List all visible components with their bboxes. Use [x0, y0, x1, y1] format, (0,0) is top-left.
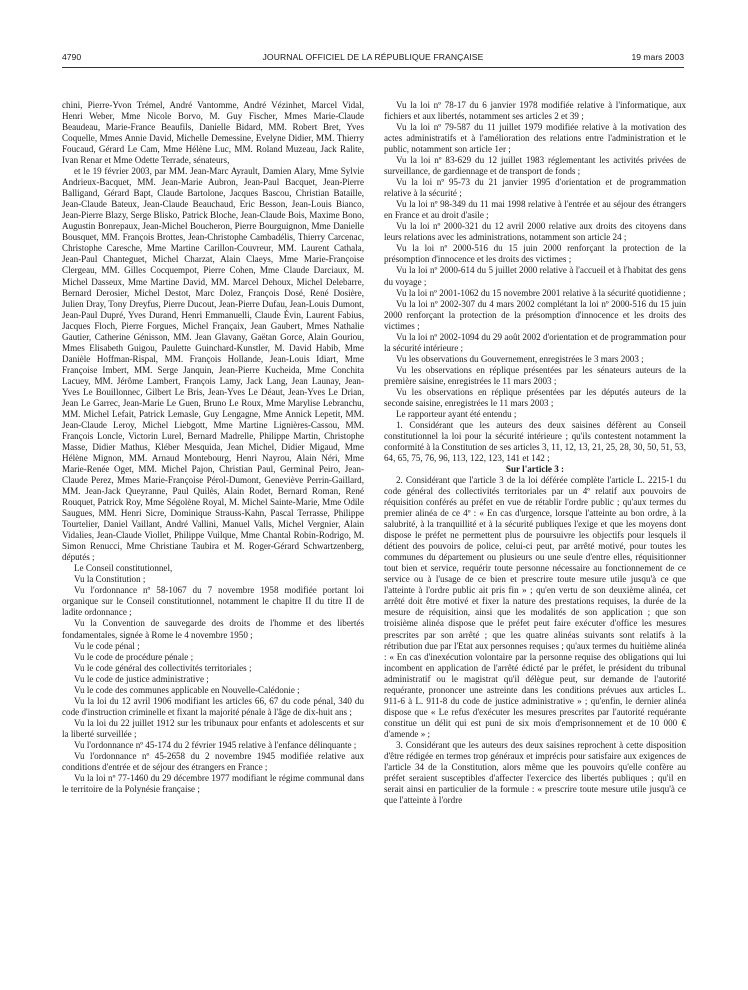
- paragraph: Vu la loi nº 98-349 du 11 mai 1998 relative à l'entrée et au séjour des étrangers en France et au droit d'asile ;: [384, 199, 686, 221]
- paragraph: Vu la loi nº 2001-1062 du 15 novembre 2001 relative à la sécurité quotidienne ;: [396, 287, 686, 298]
- paragraph: Vu la loi nº 78-17 du 6 janvier 1978 modifiée relative à l'informatique, aux fichiers et aux libertés, notamment ses articles 2 et 39 ;: [384, 100, 686, 122]
- page-number: 4790: [62, 52, 82, 62]
- issue-date: 19 mars 2003: [631, 52, 684, 62]
- paragraph: 1. Considérant que les auteurs des deux saisines défèrent au Conseil constitutionnel la loi pour la sécurité intérieure ; qu'ils contestent notamment la conformité à la Constitution de ses articles 3, 11, 12, 13, 21, 25, 28, 30, 50, 51, 53, 64, 65, 75, 76, 96, 113, 122, 123, 141 et 142 ;: [384, 419, 686, 463]
- paragraph: Vu la loi nº 77-1460 du 29 décembre 1977 modifiant le régime communal dans le territoire de la Polynésie française ;: [62, 772, 364, 794]
- paragraph: Vu la loi nº 79-587 du 11 juillet 1979 modifiée relative à la motivation des actes administratifs et à l'amélioration des relations entre l'administration et le public, notamment son article 1er ;: [384, 122, 686, 155]
- paragraph: Vu la loi nº 2000-614 du 5 juillet 2000 relative à l'accueil et à l'habitat des gens du voyage ;: [384, 265, 686, 287]
- paragraph: Vu l'ordonnance nº 45-174 du 2 février 1945 relative à l'enfance délinquante ;: [74, 739, 357, 750]
- paragraph: Le rapporteur ayant été entendu ;: [396, 408, 517, 419]
- paragraph: Le Conseil constitutionnel,: [74, 563, 173, 574]
- paragraph: Vu le code de procédure pénale ;: [74, 651, 194, 662]
- paragraph: Vu le code de justice administrative ;: [74, 673, 209, 684]
- paragraph: Vu les observations en réplique présentées par les députés auteurs de la seconde saisine, enregistrées le 11 mars 2003 ;: [384, 386, 686, 408]
- paragraph: Vu le code pénal ;: [74, 640, 140, 651]
- paragraph: Vu la loi du 12 avril 1906 modifiant les articles 66, 67 du code pénal, 340 du code d'instruction criminelle et fixant la majorité pénale à l'âge de dix-huit ans ;: [62, 695, 364, 717]
- paragraph: Vu les observations du Gouvernement, enregistrées le 3 mars 2003 ;: [396, 353, 644, 364]
- header-rule: [62, 67, 684, 68]
- paragraph: Vu l'ordonnance nº 45-2658 du 2 novembre 1945 modifiée relative aux conditions d'entrée et de séjour des étrangers en France ;: [62, 750, 364, 772]
- paragraph: Vu le code général des collectivités territoriales ;: [74, 662, 252, 673]
- journal-title: JOURNAL OFFICIEL DE LA RÉPUBLIQUE FRANÇAISE: [262, 52, 484, 62]
- paragraph: Vu les observations en réplique présentées par les sénateurs auteurs de la première saisine, enregistrées le 11 mars 2003 ;: [384, 364, 686, 386]
- paragraph: Vu la loi nº 2000-516 du 15 juin 2000 renforçant la protection de la présomption d'innocence et les droits des victimes ;: [384, 243, 686, 265]
- paragraph: Vu le code des communes applicable en Nouvelle-Calédonie ;: [74, 684, 300, 695]
- paragraph: Vu la loi nº 2002-307 du 4 mars 2002 complétant la loi nº 2000-516 du 15 juin 2000 renforçant la protection de la présomption d'innocence et les droits des victimes ;: [384, 298, 686, 331]
- paragraph: Vu la Constitution ;: [74, 574, 146, 585]
- paragraph: 3. Considérant que les auteurs des deux saisines reprochent à cette disposition d'être rédigée en termes trop généraux et imprécis pour satisfaire aux exigences de l'article 34 de la Constitution, alors même que les pouvoirs qu'elle confère au préfet seraient susceptibles d'affecter l'exercice des libertés publiques ; qu'il en serait ainsi en particulier de la formule : « prescrire toute mesure utile jusqu'à ce que l'atteinte à l'ordre: [384, 739, 686, 805]
- left-column: [62, 100, 364, 982]
- paragraph: Vu l'ordonnance nº 58-1067 du 7 novembre 1958 modifiée portant loi organique sur le Conseil constitutionnel, notamment le chapitre II du titre II de ladite ordonnance ;: [62, 585, 364, 618]
- paragraph: Vu la Convention de sauvegarde des droits de l'homme et des libertés fondamentales, signée à Rome le 4 novembre 1950 ;: [62, 618, 364, 640]
- section-heading: Sur l'article 3 :: [505, 464, 565, 475]
- paragraph: et le 19 février 2003, par MM. Jean-Marc Ayrault, Damien Alary, Mme Sylvie Andrieux-Bacquet, MM. Jean-Marie Aubron, Jean-Paul Bacquet, Jean-Pierre Balligand, Gérard Bapt, Claude Bartolone, Jacques Bascou, Christian Bataille, Jean-Claude Bateux, Jean-Claude Beauchaud, Eric Besson, Jean-Louis Bianco, Jean-Pierre Blazy, Serge Blisko, Patrick Bloche, Jean-Claude Bois, Maxime Bono, Augustin Bonrepaux, Jean-Michel Boucheron, Pierre Bourguignon, Mme Danielle Bousquet, MM. François Brottes, Jean-Christophe Cambadélis, Thierry Carcenac, Christophe Caresche, Mme Martine Carillon-Couvreur, MM. Laurent Cathala, Jean-Paul Chanteguet, Michel Charzat, Alain Claeys, Mme Marie-Françoise Clergeau, MM. Gilles Cocquempot, Pierre Cohen, Mme Claude Darciaux, M. Michel Dasseux, Mme Martine David, MM. Marcel Dehoux, Michel Delebarre, Bernard Derosier, Michel Destot, Marc Dolez, François Dosé, René Dosière, Julien Dray, Tony Dreyfus, Pierre Ducout, Jean-Pierre Dufau, Jean-Louis Dumont, Jean-Paul Dupré, Yves Durand, Henri Emmanuelli, Claude Évin, Laurent Fabius, Jacques Floch, Pierre Forgues, Michel Françaix, Jean Gaubert, Mmes Nathalie Gautier, Catherine Génisson, MM. Jean Glavany, Gaëtan Gorce, Alain Gouriou, Mmes Elisabeth Guigou, Paulette Guinchard-Kunstler, M. David Habib, Mme Danièle Hoffman-Rispal, MM. François Hollande, Jean-Louis Idiart, Mme Françoise Imbert, MM. Serge Janquin, Jean-Pierre Kucheida, Mme Conchita Lacuey, MM. Jérôme Lambert, François Lamy, Jack Lang, Jean Launay, Jean-Yves Le Bouillonnec, Gilbert Le Bris, Jean-Yves Le Déaut, Jean-Yves Le Drian, Jean Le Garrec, Jean-Marie Le Guen, Bruno Le Roux, Mme Marylise Lebranchu, MM. Michel Lefait, Patrick Lemasle, Guy Lengagne, Mme Annick Lepetit, MM. Jean-Claude Leroy, Michel Liebgott, Mme Martine Lignières-Cassou, MM. François Loncle, Victorin Lurel, Bernard Madrelle, Philippe Martin, Christophe Masse, Didier Mathus, Kléber Mesquida, Jean Michel, Didier Migaud, Mme Hélène Mignon, MM. Arnaud Montebourg, Henri Nayrou, Alain Néri, Mme Marie-Renée Oget, MM. Michel Pajon, Christian Paul, Germinal Peiro, Jean-Claude Perez, Mmes Marie-Françoise Pérol-Dumont, Geneviève Perrin-Gaillard, MM. Jean-Jack Queyranne, Paul Quilès, Alain Rodet, Bernard Roman, René Rouquet, Patrick Roy, Mme Ségolène Royal, M. Michel Sainte-Marie, Mme Odile Saugues, MM. Henri Sicre, Dominique Strauss-Kahn, Pascal Terrasse, Philippe Tourtelier, Daniel Vaillant, André Vallini, Manuel Valls, Michel Vergnier, Alain Vidalies, Jean-Claude Viollet, Philippe Vuilque, Mme Chantal Robin-Rodrigo, M. Simon Renucci, Mme Christiane Taubira et M. Roger-Gérard Schwartzenberg, députés ;: [62, 166, 364, 563]
- paragraph: Vu la loi nº 2002-1094 du 29 août 2002 d'orientation et de programmation pour la sécurité intérieure ;: [384, 331, 686, 353]
- paragraph: 2. Considérant que l'article 3 de la loi déférée complète l'article L. 2215-1 du code général des collectivités territoriales par un 4º relatif aux pouvoirs de réquisition conférés au préfet en vue de rétablir l'ordre public ; qu'aux termes du premier alinéa de ce 4º : « En cas d'urgence, lorsque l'atteinte au bon ordre, à la salubrité, à la tranquillité et à la sécurité publiques l'exige et que les moyens dont dispose le préfet ne permettent plus de poursuivre les objectifs pour lesquels il détient des pouvoirs de police, celui-ci peut, par arrêté motivé, pour toutes les communes du département ou plusieurs ou une seule d'entre elles, réquisitionner tout bien et service, requérir toute personne nécessaire au fonctionnement de ce service ou à l'usage de ce bien et prescrire toute mesure utile jusqu'à ce que l'atteinte à l'ordre public ait pris fin » ; qu'en vertu de son deuxième alinéa, cet arrêté doit être motivé et fixer la nature des prestations requises, la durée de la mesure de réquisition, ainsi que les modalités de son application ; que son troisième alinéa dispose que le préfet peut faire exécuter d'office les mesures prescrites par son arrêté ; que les quatre alinéas suivants sont relatifs à la rétribution due par l'Etat aux personnes requises ; qu'aux termes du huitième alinéa : « En cas d'inexécution volontaire par la personne requise des obligations qui lui incombent en application de l'arrêté édicté par le préfet, le président du tribunal administratif ou le magistrat qu'il délègue peut, sur demande de l'autorité requérante, prononcer une astreinte dans les conditions prévues aux articles L. 911-6 à L. 911-8 du code de justice administrative » ; qu'enfin, le dernier alinéa dispose que « Le refus d'exécuter les mesures prescrites par l'autorité requérante constitue un délit qui est puni de six mois d'emprisonnement et de 10 000 € d'amende » ;: [384, 475, 686, 739]
- right-column: [384, 100, 686, 982]
- paragraph: Vu la loi nº 2000-321 du 12 avril 2000 relative aux droits des citoyens dans leurs relations avec les administrations, notamment son article 24 ;: [384, 221, 686, 243]
- paragraph: chini, Pierre-Yvon Trémel, André Vantomme, André Vézinhet, Marcel Vidal, Henri Weber, Mme Nicole Borvo, M. Guy Fischer, Mmes Marie-Claude Beaudeau, Marie-France Beaufils, Danielle Bidard, MM. Robert Bret, Yves Coquelle, Mmes Annie David, Michelle Demessine, Evelyne Didier, MM. Thierry Foucaud, Gérard Le Cam, Mme Hélène Luc, MM. Roland Muzeau, Jack Ralite, Ivan Renar et Mme Odette Terrade, sénateurs,: [62, 100, 364, 166]
- paragraph: Vu la loi du 22 juillet 1912 sur les tribunaux pour enfants et adolescents et sur la liberté surveillée ;: [62, 717, 364, 739]
- paragraph: Vu la loi nº 95-73 du 21 janvier 1995 d'orientation et de programmation relative à la sécurité ;: [384, 177, 686, 199]
- paragraph: Vu la loi nº 83-629 du 12 juillet 1983 réglementant les activités privées de surveillance, de gardiennage et de transport de fonds ;: [384, 155, 686, 177]
- running-header: [62, 52, 684, 66]
